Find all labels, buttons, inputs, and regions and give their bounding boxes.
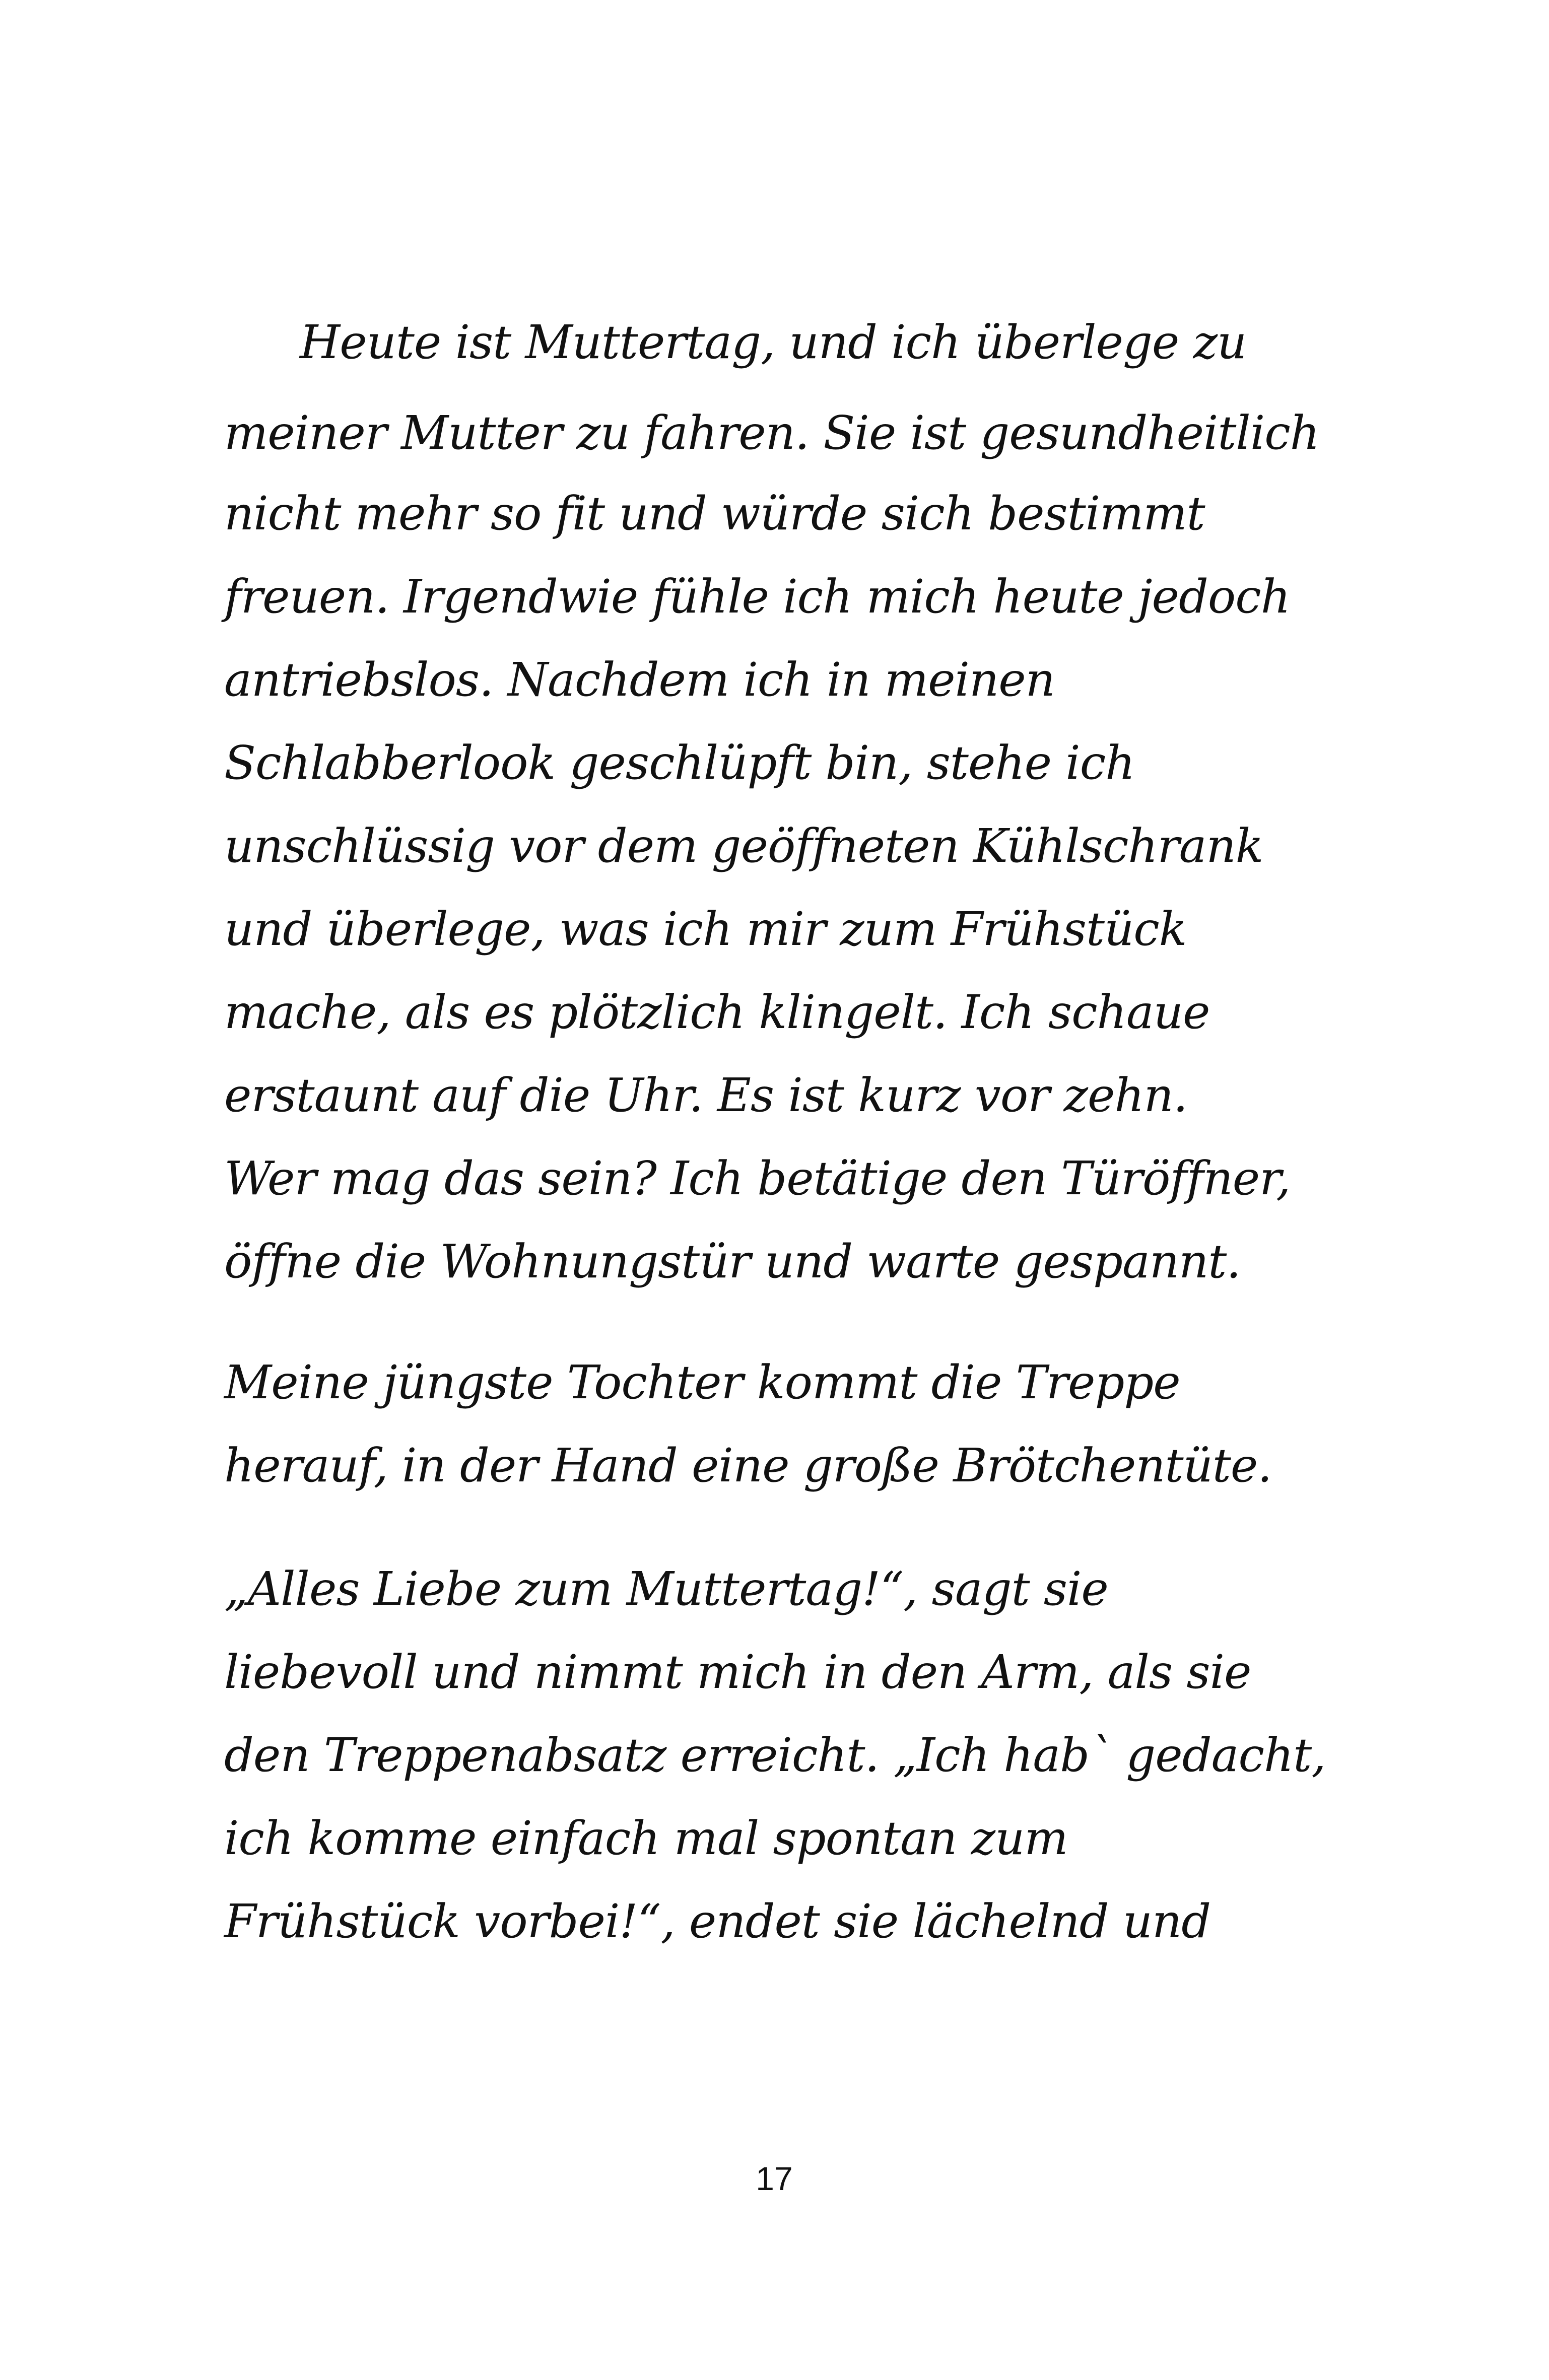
text-line: den Treppenabsatz erreicht. „Ich hab` gedacht, [224,1728,1326,1782]
text-line: herauf, in der Hand eine große Brötchentüte. [224,1439,1272,1492]
text-line: „Alles Liebe zum Muttertag!“, sagt sie [224,1562,1108,1616]
text-line: öffne die Wohnungstür und warte gespannt. [224,1235,1241,1288]
text-line: Schlabberlook geschlüpft bin, stehe ich [224,736,1135,790]
text-line: und überlege, was ich mir zum Frühstück [224,902,1187,956]
text-line: Heute ist Muttertag, und ich überlege zu [300,315,1247,369]
text-line: Meine jüngste Tochter kommt die Treppe [224,1355,1180,1409]
text-line: antriebslos. Nachdem ich in meinen [224,653,1055,707]
text-line: Frühstück vorbei!“, endet sie lächelnd und [224,1894,1211,1948]
text-line: Wer mag das sein? Ich betätige den Türöffner, [224,1151,1291,1205]
text-line: meiner Mutter zu fahren. Sie ist gesundheitlich [224,406,1320,460]
text-line: mache, als es plötzlich klingelt. Ich schaue [224,985,1210,1039]
text-line: ich komme einfach mal spontan zum [224,1811,1068,1865]
text-line: liebevoll und nimmt mich in den Arm, als sie [224,1645,1251,1699]
page-number: 17 [756,2160,793,2197]
text-line: freuen. Irgendwie fühle ich mich heute jedoch [224,570,1291,624]
text-line: erstaunt auf die Uhr. Es ist kurz vor zehn. [224,1068,1188,1122]
text-line: nicht mehr so fit und würde sich bestimmt [224,487,1205,540]
text-line: unschlüssig vor dem geöffneten Kühlschrank [224,819,1263,873]
